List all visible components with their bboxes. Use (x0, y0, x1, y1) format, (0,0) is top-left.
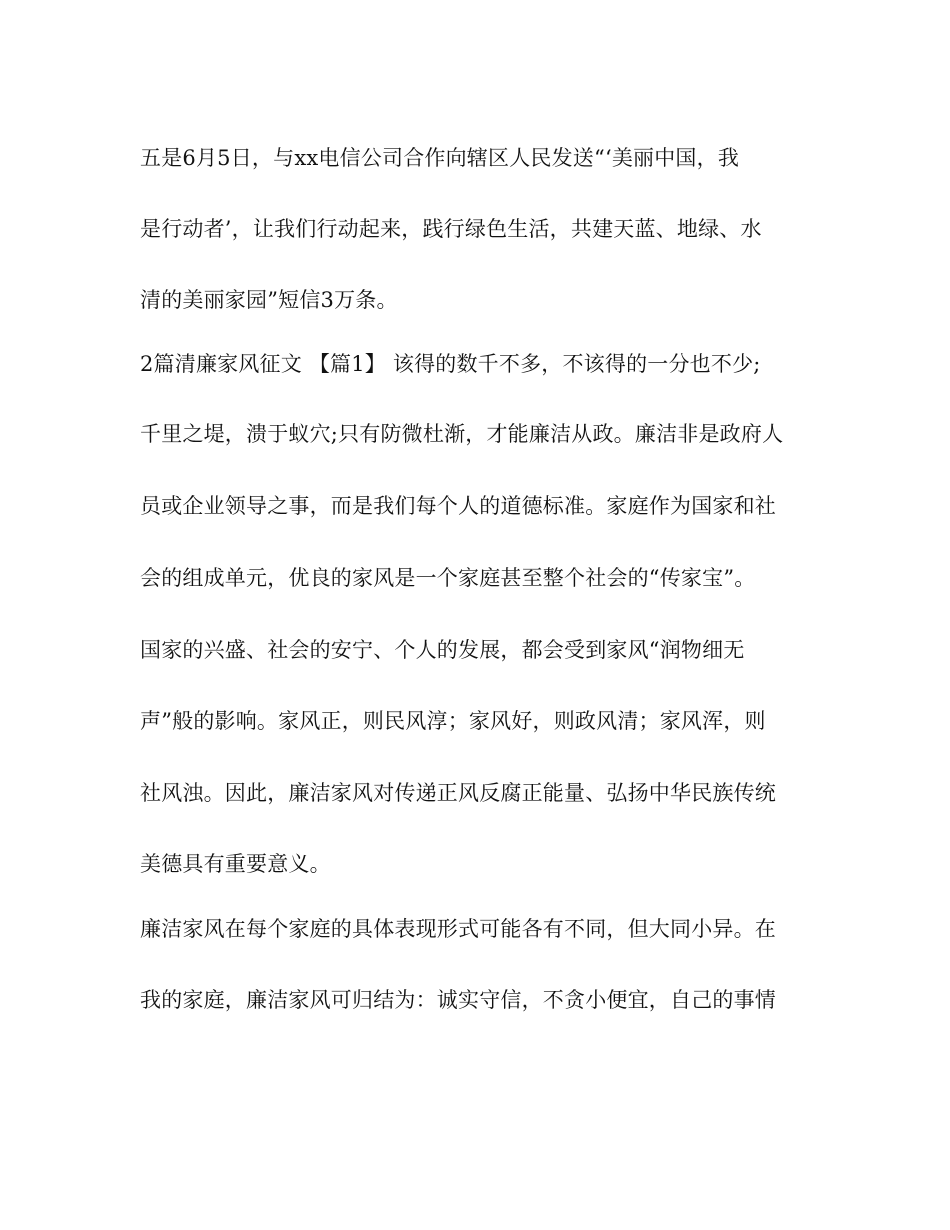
text-line: 美德具有重要意义。 (140, 852, 331, 876)
text-line: 会的组成单元，优良的家风是一个家庭甚至整个社会的“传家宝”。 (140, 566, 756, 590)
text-line: 员或企业领导之事，而是我们每个人的道德标准。家庭作为国家和社 (140, 494, 776, 518)
text-line: 我的家庭，廉洁家风可归结为：诚实守信，不贪小便宜，自己的事情 (140, 988, 776, 1012)
text-line: 清的美丽家园”短信3万条。 (140, 288, 398, 312)
text-line: 2篇清廉家风征文 【篇1】 该得的数千不多，不该得的一分也不少; (140, 352, 761, 376)
text-line: 社风浊。因此，廉洁家风对传递正风反腐正能量、弘扬中华民族传统 (140, 781, 776, 805)
text-line: 廉洁家风在每个家庭的具体表现形式可能各有不同，但大同小异。在 (140, 917, 776, 941)
text-line: 是行动者’，让我们行动起来，践行绿色生活，共建天蓝、地绿、水 (140, 217, 762, 241)
text-line: 五是6月5日，与xx电信公司合作向辖区人民发送“‘美丽中国，我 (140, 146, 740, 170)
text-line: 千里之堤，溃于蚁穴;只有防微杜渐，才能廉洁从政。廉洁非是政府人 (140, 422, 784, 446)
text-line: 国家的兴盛、社会的安宁、个人的发展，都会受到家风“润物细无 (140, 638, 745, 662)
text-line: 声”般的影响。家风正，则民风淳；家风好，则政风清；家风浑，则 (140, 709, 766, 733)
